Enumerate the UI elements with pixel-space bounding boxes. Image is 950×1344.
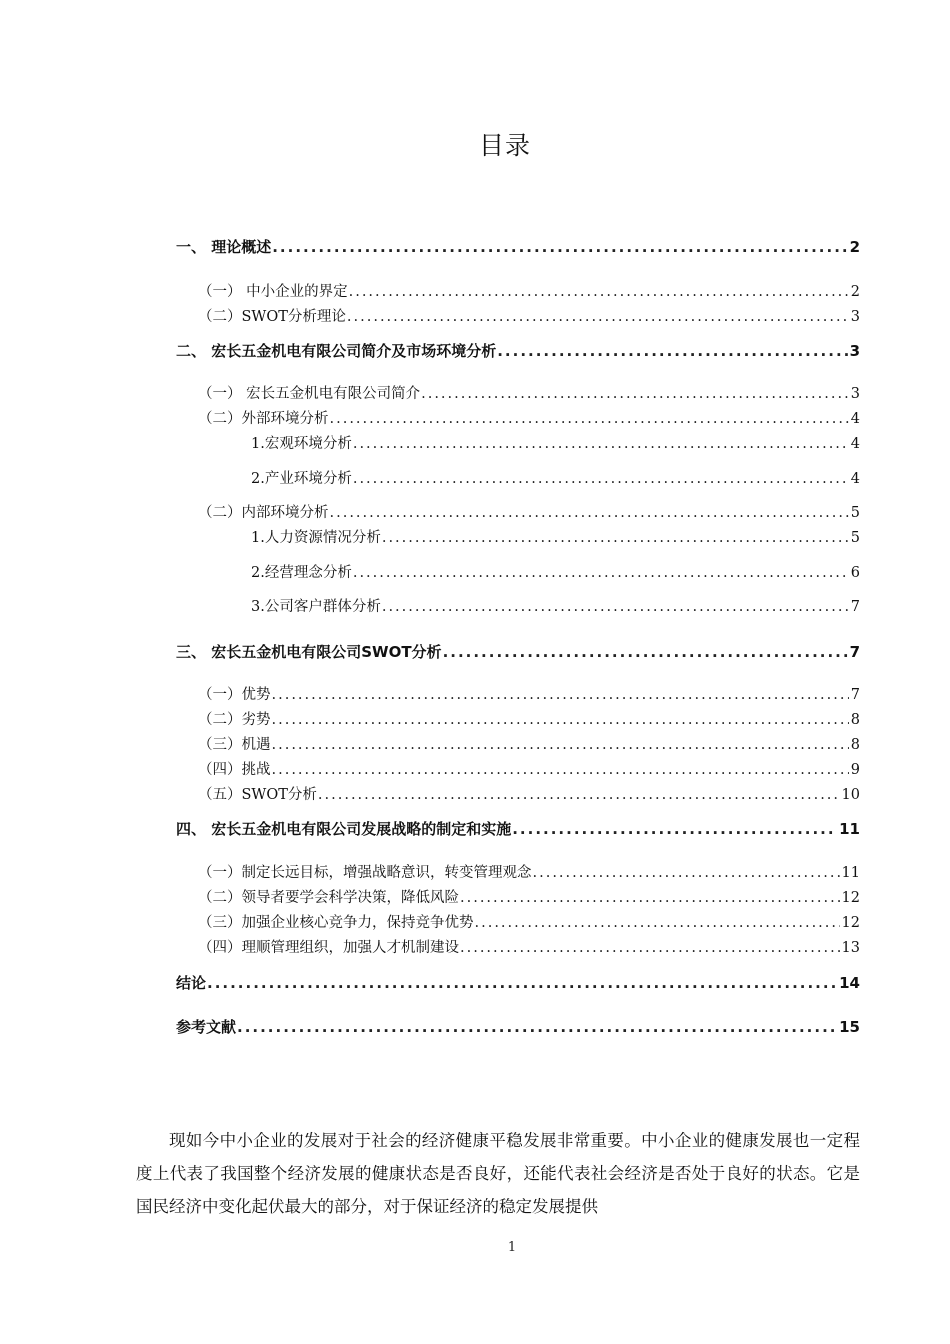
- toc-leader-dots: [272, 684, 849, 706]
- toc-leader-dots: [272, 759, 849, 781]
- toc-leader-dots: [272, 734, 849, 756]
- toc-entry-page: 12: [841, 915, 860, 931]
- toc-entry[interactable]: [176, 340, 860, 362]
- toc-entry[interactable]: [251, 596, 860, 618]
- toc-entry[interactable]: [251, 433, 860, 455]
- toc-leader-dots: [347, 306, 849, 328]
- toc-leader-dots: [272, 236, 847, 258]
- toc-entry-page: 7: [850, 687, 860, 703]
- toc-entry-page: 4: [850, 471, 860, 487]
- toc-entry-page: 3: [849, 342, 860, 360]
- toc-entry-label: （三）加强企业核心竞争力，保持竞争优势: [198, 915, 474, 931]
- toc-leader-dots: [421, 383, 849, 405]
- toc-entry-label: 2.产业环境分析: [251, 471, 352, 487]
- toc-entry[interactable]: [176, 1016, 860, 1038]
- toc-leader-dots: [475, 912, 840, 934]
- toc-entry[interactable]: [198, 862, 860, 884]
- toc-entry-page: 3: [850, 309, 860, 325]
- toc-entry[interactable]: [176, 236, 860, 258]
- toc-leader-dots: [497, 340, 847, 362]
- toc-entry-label: 2.经营理念分析: [251, 565, 352, 581]
- toc-entry-page: 4: [850, 411, 860, 427]
- toc-entry[interactable]: [198, 684, 860, 706]
- toc-entry[interactable]: [198, 759, 860, 781]
- toc-entry[interactable]: [198, 937, 860, 959]
- toc-entry-label: 一、 理论概述: [176, 238, 272, 256]
- toc-entry[interactable]: [198, 408, 860, 430]
- toc-leader-dots: [533, 862, 840, 884]
- toc-entry-page: 11: [839, 820, 860, 838]
- toc-entry-label: （一） 中小企业的界定: [198, 284, 348, 300]
- toc-entry-label: （二）SWOT分析理论: [198, 309, 346, 325]
- toc-leader-dots: [353, 468, 849, 490]
- toc-entry[interactable]: [198, 383, 860, 405]
- toc-leader-dots: [382, 596, 849, 618]
- toc-entry[interactable]: [198, 734, 860, 756]
- toc-entry[interactable]: [176, 972, 860, 994]
- toc-entry-page: 14: [839, 974, 860, 992]
- toc-entry-label: （二）劣势: [198, 712, 271, 728]
- toc-entry-page: 8: [850, 712, 860, 728]
- toc-leader-dots: [460, 887, 840, 909]
- toc-entry-label: 三、 宏长五金机电有限公司SWOT分析: [176, 643, 442, 661]
- toc-entry-page: 15: [839, 1018, 860, 1036]
- toc-entry-label: （三）机遇: [198, 737, 271, 753]
- toc-leader-dots: [237, 1016, 837, 1038]
- toc-entry[interactable]: [251, 527, 860, 549]
- toc-entry-label: 1.宏观环境分析: [251, 436, 352, 452]
- toc-entry-label: （二）外部环境分析: [198, 411, 329, 427]
- toc-entry-label: 四、 宏长五金机电有限公司发展战略的制定和实施: [176, 820, 512, 838]
- toc-entry-page: 3: [850, 386, 860, 402]
- toc-leader-dots: [330, 408, 849, 430]
- toc-entry[interactable]: [198, 281, 860, 303]
- toc-entry-label: 结论: [176, 974, 207, 992]
- body-paragraph: 现如今中小企业的发展对于社会的经济健康平稳发展非常重要。中小企业的健康发展也一定程度上代表了我国整个经济发展的健康状态是否良好，还能代表社会经济是否处于良好的状态。它是国民经济中变化起伏最大的部分，对于保证经济的稳定发展提供: [136, 1131, 860, 1216]
- toc-leader-dots: [382, 527, 849, 549]
- toc-entry-page: 8: [850, 737, 860, 753]
- toc-entry-label: 参考文献: [176, 1018, 237, 1036]
- toc-leader-dots: [318, 784, 840, 806]
- toc-leader-dots: [349, 281, 849, 303]
- toc-leader-dots: [272, 709, 849, 731]
- toc-entry-label: 1.人力资源情况分析: [251, 530, 381, 546]
- toc-leader-dots: [353, 433, 849, 455]
- toc-entry-label: （四）挑战: [198, 762, 271, 778]
- toc-entry-label: （二）领导者要学会科学决策，降低风险: [198, 890, 459, 906]
- toc-entry-page: 2: [850, 284, 860, 300]
- toc-entry[interactable]: [176, 641, 860, 663]
- toc-entry-page: 5: [850, 505, 860, 521]
- toc-entry[interactable]: [251, 562, 860, 584]
- toc-entry-page: 6: [850, 565, 860, 581]
- toc-entry-label: （四）理顺管理组织，加强人才机制建设: [198, 940, 459, 956]
- toc-entry[interactable]: [176, 818, 860, 840]
- toc-entry-label: （二）内部环境分析: [198, 505, 329, 521]
- toc-entry[interactable]: [198, 784, 860, 806]
- toc-entry-page: 7: [849, 643, 860, 661]
- toc-entry-page: 13: [841, 940, 860, 956]
- toc-entry-page: 5: [850, 530, 860, 546]
- toc-entry-page: 7: [850, 599, 860, 615]
- toc-entry-label: （一）优势: [198, 687, 271, 703]
- toc-entry-label: （一） 宏长五金机电有限公司简介: [198, 386, 421, 402]
- page-number: 1: [507, 1240, 517, 1255]
- toc-entry[interactable]: [251, 468, 860, 490]
- toc-entry-page: 4: [850, 436, 860, 452]
- toc-entry-label: 二、 宏长五金机电有限公司简介及市场环境分析: [176, 342, 497, 360]
- toc-entry-page: 10: [841, 787, 860, 803]
- toc-entry-page: 11: [841, 865, 860, 881]
- toc-leader-dots: [207, 972, 837, 994]
- toc-entry[interactable]: [198, 306, 860, 328]
- toc-entry-page: 9: [850, 762, 860, 778]
- toc-entry-page: 2: [849, 238, 860, 256]
- toc-entry-label: （五）SWOT分析: [198, 787, 317, 803]
- toc-entry-label: 3.公司客户群体分析: [251, 599, 381, 615]
- toc-leader-dots: [512, 818, 837, 840]
- toc-leader-dots: [330, 502, 849, 524]
- toc-entry[interactable]: [198, 912, 860, 934]
- toc-entry-page: 12: [841, 890, 860, 906]
- toc-leader-dots: [443, 641, 848, 663]
- toc-leader-dots: [460, 937, 840, 959]
- toc-leader-dots: [353, 562, 849, 584]
- toc-entry[interactable]: [198, 502, 860, 524]
- page-title: 目录: [478, 131, 531, 160]
- toc-entry-label: （一）制定长远目标，增强战略意识，转变管理观念: [198, 865, 532, 881]
- toc-entry[interactable]: [198, 887, 860, 909]
- toc-entry[interactable]: [198, 709, 860, 731]
